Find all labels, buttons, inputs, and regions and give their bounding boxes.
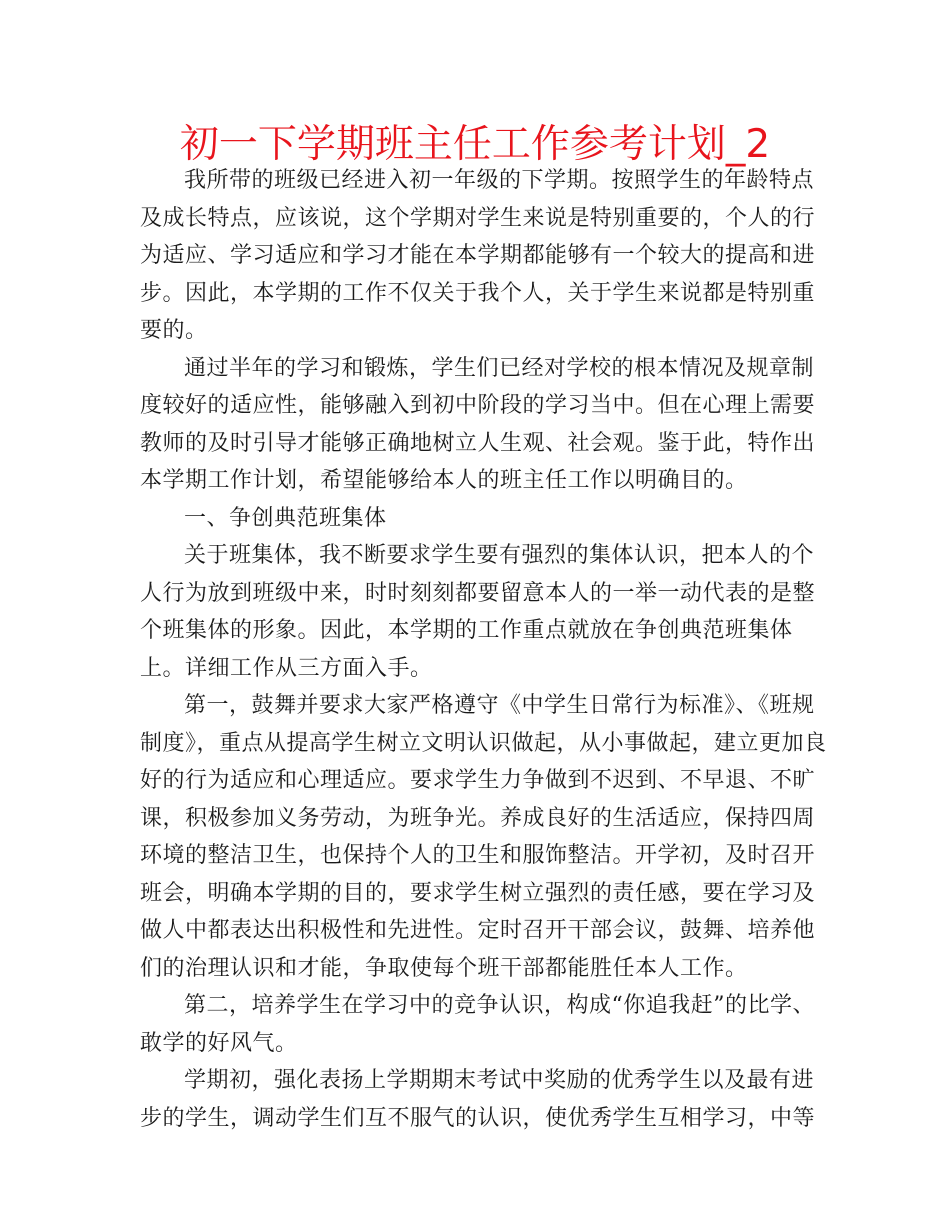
section-heading-1: 一、争创典范班集体 xyxy=(184,505,387,531)
paragraph-first-point: 第一，鼓舞并要求大家严格遵守《中学生日常行为标准》、《班规制度》，重点从提高学生树立文明认识做起，从小事做起，建立更加良好的行为适应和心理适应。要求学生力争做到不迟到、不早退、不旷课，积极参加义务劳动，为班争光。养成良好的生活适应，保持四周环境的整洁卫生，也保持个人的卫生和服饰整洁。开学初，及时召开班会，明确本学期的目的，要求学生树立强烈的责任感，要在学习及做人中都表达出积极性和先进性。定时召开干部会议，鼓舞、培养他们的治理认识和才能，争取使每个班干部都能胜任本人工作。 xyxy=(140,693,827,981)
paragraph-background: 通过半年的学习和锻炼，学生们已经对学校的根本情况及规章制度较好的适应性，能够融入到初中阶段的学习当中。但在心理上需要教师的及时引导才能够正确地树立人生观、社会观。鉴于此，特作出本学期工作计划，希望能够给本人的班主任工作以明确目的。 xyxy=(140,355,816,493)
document-body xyxy=(140,162,830,1137)
paragraph-class-collective: 关于班集体，我不断要求学生要有强烈的集体认识，把本人的个人行为放到班级中来，时时刻刻都要留意本人的一举一动代表的是整个班集体的形象。因此，本学期的工作重点就放在争创典范班集体上。详细工作从三方面入手。 xyxy=(140,543,816,681)
paragraph-semester-start: 学期初，强化表扬上学期期末考试中奖励的优秀学生以及最有进步的学生，调动学生们互不服气的认识，使优秀学生互相学习，中等 xyxy=(140,1068,816,1131)
paragraph-second-point: 第二，培养学生在学习中的竞争认识，构成“你追我赶”的比学、敢学的好风气。 xyxy=(140,993,815,1056)
document-title: 初一下学期班主任工作参考计划_2 xyxy=(179,122,771,167)
paragraph-intro: 我所带的班级已经进入初一年级的下学期。按照学生的年龄特点及成长特点，应该说，这个学期对学生来说是特别重要的，个人的行为适应、学习适应和学习才能在本学期都能够有一个较大的提高和进步。因此，本学期的工作不仅关于我个人，关于学生来说都是特别重要的。 xyxy=(140,168,816,343)
